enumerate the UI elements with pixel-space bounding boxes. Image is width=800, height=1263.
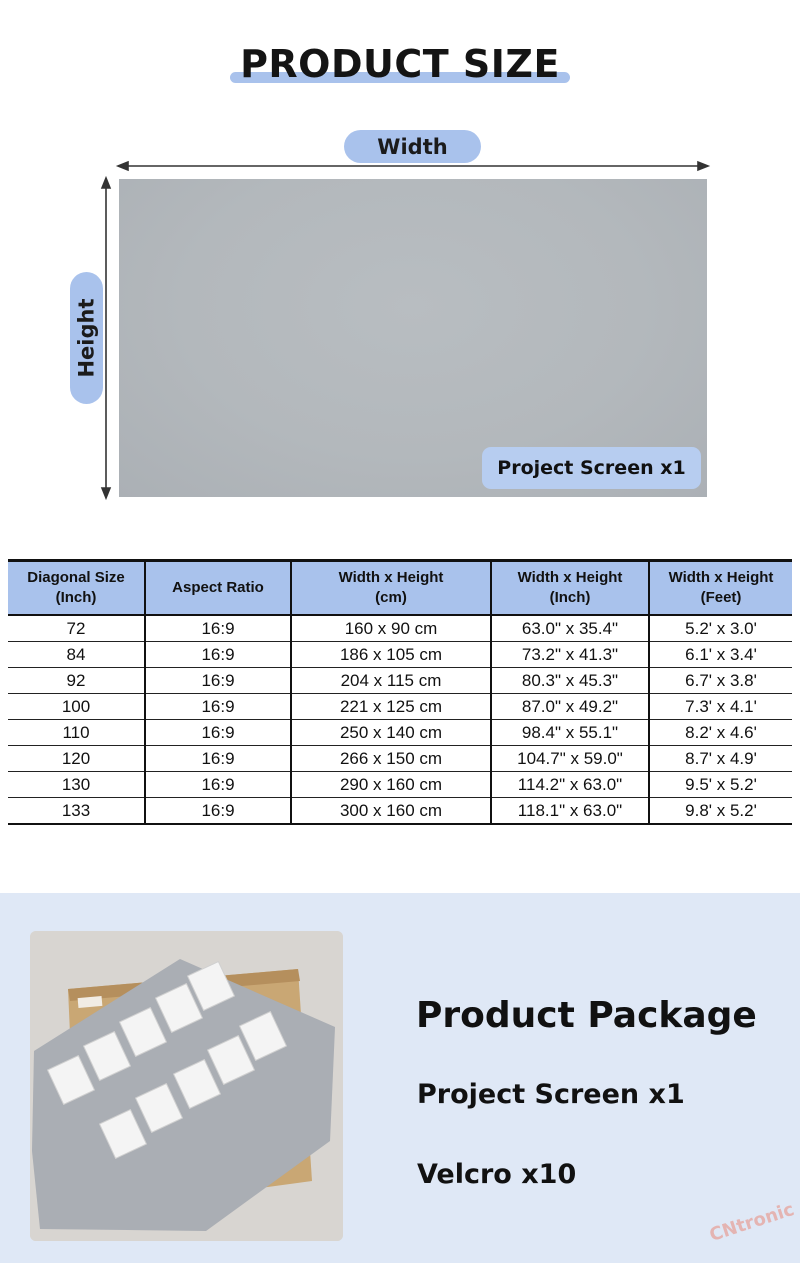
cell-size-cm: 300 x 160 cm: [291, 798, 491, 825]
height-label: Height: [74, 298, 99, 378]
cell-size-inch: 104.7" x 59.0": [491, 746, 649, 772]
height-label-pill: [70, 272, 103, 404]
brand-watermark: CNtronic: [706, 1198, 797, 1247]
package-item-velcro: Velcro x10: [417, 1159, 577, 1190]
width-arrow-left-head: [118, 162, 128, 170]
cell-size-inch: 98.4" x 55.1": [491, 720, 649, 746]
table-row: [8, 798, 792, 825]
cell-size-feet: 9.8' x 5.2': [649, 798, 792, 825]
header-size-feet: Width x Height (Feet): [649, 561, 792, 616]
cell-size-inch: 80.3" x 45.3": [491, 668, 649, 694]
cell-diagonal: 120: [8, 746, 145, 772]
cell-size-inch: 63.0" x 35.4": [491, 615, 649, 642]
cell-size-inch: 87.0" x 49.2": [491, 694, 649, 720]
header-diagonal: Diagonal Size (Inch): [8, 561, 145, 616]
header-size-inch: Width x Height (Inch): [491, 561, 649, 616]
height-arrow-bottom-head: [102, 488, 110, 498]
cell-size-feet: 9.5' x 5.2': [649, 772, 792, 798]
cell-aspect-ratio: 16:9: [145, 668, 291, 694]
package-photo: [30, 931, 343, 1241]
cell-size-inch: 73.2" x 41.3": [491, 642, 649, 668]
cell-diagonal: 130: [8, 772, 145, 798]
cell-size-cm: 221 x 125 cm: [291, 694, 491, 720]
package-item-screen: Project Screen x1: [417, 1079, 685, 1110]
cell-diagonal: 92: [8, 668, 145, 694]
table-row: [8, 694, 792, 720]
cell-aspect-ratio: 16:9: [145, 772, 291, 798]
cell-size-inch: 114.2" x 63.0": [491, 772, 649, 798]
table-row: [8, 720, 792, 746]
height-arrow-top-head: [102, 178, 110, 188]
cell-aspect-ratio: 16:9: [145, 615, 291, 642]
screen-quantity-label: Project Screen x1: [482, 447, 701, 489]
cell-size-cm: 266 x 150 cm: [291, 746, 491, 772]
cell-aspect-ratio: 16:9: [145, 694, 291, 720]
package-title: Product Package: [416, 995, 757, 1036]
table-header-row: [8, 561, 792, 616]
header-aspect-ratio: Aspect Ratio: [145, 561, 291, 616]
cell-aspect-ratio: 16:9: [145, 746, 291, 772]
cell-diagonal: 100: [8, 694, 145, 720]
cell-size-inch: 118.1" x 63.0": [491, 798, 649, 825]
cell-diagonal: 84: [8, 642, 145, 668]
cell-size-cm: 250 x 140 cm: [291, 720, 491, 746]
cell-aspect-ratio: 16:9: [145, 642, 291, 668]
width-arrow-right-head: [698, 162, 708, 170]
table-row: [8, 642, 792, 668]
table-row: [8, 668, 792, 694]
page-title: PRODUCT SIZE: [240, 42, 560, 86]
cell-size-cm: 160 x 90 cm: [291, 615, 491, 642]
cell-diagonal: 133: [8, 798, 145, 825]
cell-size-cm: 186 x 105 cm: [291, 642, 491, 668]
width-label: Width: [344, 130, 481, 163]
table-row: [8, 772, 792, 798]
cell-diagonal: 72: [8, 615, 145, 642]
cell-size-cm: 204 x 115 cm: [291, 668, 491, 694]
cell-aspect-ratio: 16:9: [145, 720, 291, 746]
package-illustration: [30, 931, 343, 1241]
cell-size-feet: 8.2' x 4.6': [649, 720, 792, 746]
cell-size-feet: 5.2' x 3.0': [649, 615, 792, 642]
package-section: [0, 893, 800, 1263]
cell-diagonal: 110: [8, 720, 145, 746]
cell-size-feet: 6.7' x 3.8': [649, 668, 792, 694]
cell-size-cm: 290 x 160 cm: [291, 772, 491, 798]
cell-aspect-ratio: 16:9: [145, 798, 291, 825]
table-row: [8, 615, 792, 642]
size-table: [8, 559, 792, 825]
header-size-cm: Width x Height (cm): [291, 561, 491, 616]
cell-size-feet: 6.1' x 3.4': [649, 642, 792, 668]
table-row: [8, 746, 792, 772]
cell-size-feet: 7.3' x 4.1': [649, 694, 792, 720]
cell-size-feet: 8.7' x 4.9': [649, 746, 792, 772]
